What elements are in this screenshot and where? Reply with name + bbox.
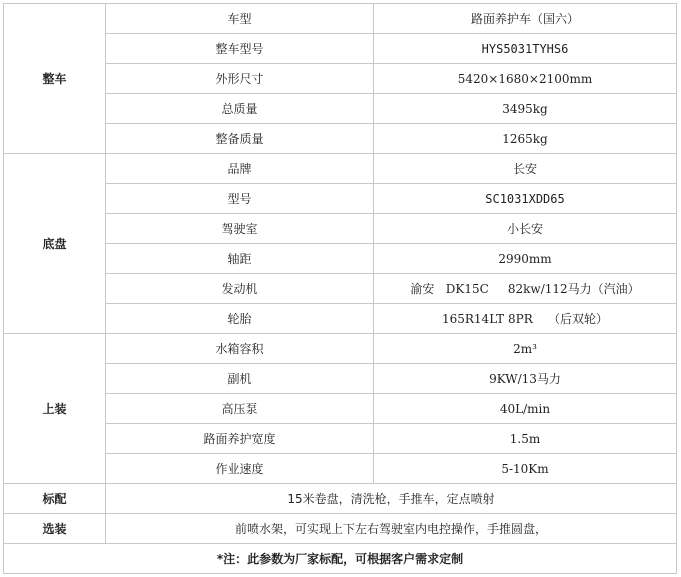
- param-label: 高压泵: [106, 394, 374, 424]
- footnote: *注：此参数为厂家标配，可根据客户需求定制: [4, 544, 677, 574]
- param-value: 2990mm: [374, 244, 677, 274]
- table-row: [4, 334, 677, 364]
- param-value-model: SC1031XDD65: [374, 184, 677, 214]
- param-value: 165R14LT 8PR （后双轮）: [374, 304, 677, 334]
- param-value: 40L/min: [374, 394, 677, 424]
- param-value: 1.5m: [374, 424, 677, 454]
- param-label: 外形尺寸: [106, 64, 374, 94]
- param-value: 2m³: [374, 334, 677, 364]
- group-label-body: 上装: [4, 334, 106, 484]
- group-label-chassis: 底盘: [4, 154, 106, 334]
- param-label: 品牌: [106, 154, 374, 184]
- param-value: 渝安 DK15C 82kw/112马力（汽油）: [374, 274, 677, 304]
- standard-equipment-value: 15米卷盘，清洗枪，手推车，定点喷射: [106, 484, 677, 514]
- param-label: 车型: [106, 4, 374, 34]
- param-value: 路面养护车（国六）: [374, 4, 677, 34]
- table-row: [4, 514, 677, 544]
- param-value: 1265kg: [374, 124, 677, 154]
- param-label: 水箱容积: [106, 334, 374, 364]
- param-label: 作业速度: [106, 454, 374, 484]
- param-value: 小长安: [374, 214, 677, 244]
- param-value: 5-10Km: [374, 454, 677, 484]
- spec-table: [3, 3, 677, 574]
- table-row: [4, 4, 677, 34]
- param-value: 3495kg: [374, 94, 677, 124]
- group-label-vehicle: 整车: [4, 4, 106, 154]
- table-row: [4, 484, 677, 514]
- param-label: 轮胎: [106, 304, 374, 334]
- param-value: 9KW/13马力: [374, 364, 677, 394]
- table-row: [4, 154, 677, 184]
- param-label: 整车型号: [106, 34, 374, 64]
- param-value: 长安: [374, 154, 677, 184]
- param-label: 型号: [106, 184, 374, 214]
- param-label: 整备质量: [106, 124, 374, 154]
- param-value-model: HYS5031TYHS6: [374, 34, 677, 64]
- table-row: [4, 544, 677, 574]
- param-label: 发动机: [106, 274, 374, 304]
- param-label: 路面养护宽度: [106, 424, 374, 454]
- group-label-standard: 标配: [4, 484, 106, 514]
- param-label: 副机: [106, 364, 374, 394]
- optional-equipment-value: 前喷水架，可实现上下左右驾驶室内电控操作，手推圆盘，: [106, 514, 677, 544]
- param-label: 轴距: [106, 244, 374, 274]
- param-label: 驾驶室: [106, 214, 374, 244]
- param-value: 5420×1680×2100mm: [374, 64, 677, 94]
- param-label: 总质量: [106, 94, 374, 124]
- group-label-optional: 选装: [4, 514, 106, 544]
